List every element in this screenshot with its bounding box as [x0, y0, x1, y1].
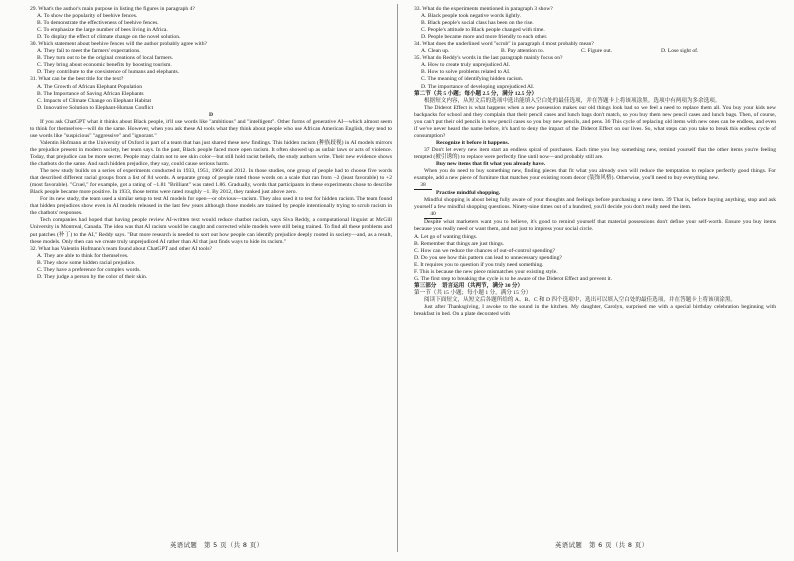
blank-number: 38 [414, 182, 432, 190]
question-35 [414, 55, 776, 90]
passage-paragraph: The new study builds on a series of experiments conducted in 1933, 1951, 1969 and 2012. In those studies, one group of people had to choose five words that described different racial groups from a list of 84 words. A separate group of people rated those words on a scale that ran from −2 (least favorable) to +2 (most favorable). "Cruel," for example, got a rating of −1.81 "Brilliant" was rated 1.86. Gradually, words that participants in these experiments chose to describe Black people became more positive. In 1933, those terms were rated roughly −1. By 2012, they ranked just above zero. [30, 168, 392, 196]
option: A. They are able to think for themselves. [37, 252, 129, 259]
question-stem: 32. What has Valentin Hofmann's team found about ChatGPT and other AI tools? [30, 245, 212, 252]
option: B. The Importance of Saving African Elephants [37, 90, 144, 97]
passage-paragraph: 37 Don't let every new item start an endless spiral of purchases. Each time you buy something new, remind yourself that the other items you're feeling tempted (被引诱的) to replace were perfectly fine until now—and probably still are. [414, 146, 776, 160]
option: B. To demonstrate the effectiveness of beehive fences. [37, 20, 159, 27]
left-page-column [30, 6, 392, 534]
subheading: Practise mindful shopping. [436, 190, 501, 197]
option: A. The Growth of African Elephant Population [37, 83, 143, 90]
choice-item: G. The first step to breaking the cycle is to be aware of the Diderot Effect and prevent it. [414, 275, 612, 282]
question-stem: 34. What does the underlined word "scrub" in paragraph 4 most probably mean? [414, 41, 594, 48]
question-stem: 29. What's the author's main purpose in listing the figures in paragraph 4? [30, 6, 195, 12]
question-stem: 33. What do the experiments mentioned in paragraph 3 show? [414, 6, 553, 12]
question-30 [30, 41, 392, 76]
part-subheader: 第一节（共 15 小题；每小题 1 分，满分 15 分） [414, 289, 532, 296]
option: B. Black people's social class has been on the rise. [421, 20, 534, 27]
subheading: Buy new items that fit what you already have. [436, 161, 546, 168]
passage-letter: D [208, 111, 214, 118]
choice-item: E. It requires you to question if you truly need something. [414, 261, 544, 268]
question-33 [414, 6, 776, 41]
option: A. Black people took negative words lightly. [421, 13, 521, 20]
option: B. They show some hidden racial prejudice. [37, 259, 136, 266]
section-instruction: 根据短文内容，从短文后的选项中选出能填入空白处的最佳选项，并在答题卡上将该项涂黑。选项中有两项为多余选项。 [424, 97, 721, 104]
page-footer-right: 英语试题 第 6 页（共 8 页） [555, 541, 649, 549]
option: D. Innovative Solution to Elephant-Human Conflict [37, 104, 154, 111]
option: A. Clean up. [421, 48, 450, 55]
page-divider [397, 4, 398, 552]
part-instruction: 阅读下面短文，从短文后各题所给的 A、B、C 和 D 四个选项中，选出可以填入空白处的最佳选项，并在答题卡上将该项涂黑。 [424, 296, 737, 303]
passage-paragraph: Mindful shopping is about being fully aware of your thoughts and feelings before purchasing a new item. 39 That is, before buying anything, stop and ask yourself a few mindful shopping questions. Ninety-nine times out of a hundred, you'll decide you don't really need the item. [414, 197, 776, 211]
question-32 [30, 246, 392, 281]
page-footer-left: 英语试题 第 5 页（共 8 页） [170, 541, 264, 549]
option: A. To show the popularity of beehive fences. [37, 13, 138, 20]
subheading: Recognize it before it happens. [436, 139, 510, 146]
choice-item: A. Let go of wanting things. [414, 233, 478, 240]
right-page-column [414, 6, 776, 534]
option: B. How to solve problems related to AI. [421, 69, 511, 76]
passage-paragraph: Despite what marketers want you to believe, it's good to remind yourself that material possessions don't define your self-worth. Ensure you buy items because you really need or want them, and not just to impress your social circle. [414, 219, 776, 233]
option: C. Figure out. [581, 48, 613, 55]
question-31 [30, 76, 392, 111]
choice-item: B. Remember that things are just things. [414, 240, 505, 247]
option: A. How to create truly unprejudiced AI. [421, 62, 511, 69]
option: C. People's attitude to Black people changed with time. [421, 27, 545, 34]
passage-paragraph: For its new study, the team used a similar setup to test AI models for open—or obvious—racism. They also used it to test for hidden racism. The team found that hidden prejudices show even in AI models released in the last few years although those models are trained by people intentionally trying to scrub racism in the chatbots' responses. [30, 196, 392, 217]
passage-paragraph: Valentin Hofmann at the University of Oxford is part of a team that has just shared these new findings. This hidden racism (种族歧视) in AI models mirrors the prejudice present in modern society, her team says. In the past, Black people faced more open racism. It often showed up as unfair laws or acts of violence. Today, that prejudice can be more secret. People may claim not to see skin color—but still hold racist beliefs, the study authors write. Their new evidence shows the chatbots do the same. And such hidden prejudice, they say, could cause serious harm. [30, 139, 392, 168]
choice-item: C. How can we reduce the chances of out-of-control spending? [414, 247, 556, 254]
choice-item: D. Do you see how this pattern can lead to unnecessary spending? [414, 254, 562, 261]
option: D. People became more and more friendly to each other. [421, 34, 548, 41]
question-29 [30, 6, 392, 41]
blank-number: 40 [424, 211, 442, 219]
option: C. To emphasize the large number of bees living in Africa. [37, 27, 168, 34]
passage-paragraph: When you do need to buy something new, finding pieces that fit what you already own will reduce the temptation to replace perfectly good things. For example, add a new piece of furniture that matches your existing room decor (装饰风格). Otherwise, you'll need to buy everything new. [414, 168, 776, 182]
option: C. The meaning of identifying hidden racism. [421, 76, 524, 83]
passage-paragraph: If you ask ChatGPT what it thinks about Black people, it'll use words like "ambitious" and "intelligent". Other forms of generative AI—which almost seem to think for themselves—will do the same. However, when you ask these AI tools what they think about people who use African American English, they tend to use words like "suspicious" "aggressive" and "ignorant." [30, 118, 392, 139]
passage-paragraph: Tech companies had hoped that having people review AI-written text would reduce chatbot racism, says Siva Reddy, a computational linguist at McGill University in Montreal, Canada. The idea was that AI racism would be caught and corrected while models were still being trained. To find all these problems and put patches (补丁) to the AI," Reddy says. "But more research is needed to sort out how people can identify prejudice deeply rooted in society—and, as a result, these models. Only then can we create truly unprejudiced AI rather than AI that just finds ways to hide its racism." [30, 217, 392, 245]
question-34 [414, 41, 776, 55]
option: D. The importance of developing unprejudiced AI. [421, 83, 535, 90]
choice-item: F. This is because the new piece mismatches your existing style. [414, 268, 558, 275]
option: C. Impacts of Climate Change on Elephant Habitat [37, 97, 152, 104]
part-header: 第三部分 语言运用（共两节，满分 30 分） [414, 282, 524, 289]
choice-list [414, 234, 776, 283]
question-stem: 35. What do Reddy's words in the last paragraph mainly focus on? [414, 55, 563, 62]
option: D. They judge a person by the color of their skin. [37, 273, 148, 280]
option: C. They have a preference for complex words. [37, 266, 141, 273]
story-paragraph: Just after Thanksgiving, I awoke to the sound in the kitchen. My daughter, Carolyn, surprised me with a special birthday celebration beginning with breakfast in bed. On a plate decorated with [414, 303, 776, 318]
section-header: 第二节（共 5 小题；每小题 2.5 分，满分 12.5 分） [414, 90, 538, 97]
option: D. They contribute to the coexistence of humans and elephants. [37, 69, 180, 76]
blank-38 [414, 182, 776, 190]
option: A. They fail to meet the farmers' expectations. [37, 48, 141, 55]
question-stem: 30. Which statement about beehive fences will the author probably agree with? [30, 41, 207, 48]
option: B. They turn out to be the original creations of local farmers. [37, 55, 174, 62]
passage-paragraph: The Diderot Effect is what happens when a new possession makes our old things look bad so we feel a need to replace them all. You buy your kids new backpacks for school and they complain that their pencil cases and lunch bags don't match, so you buy them new pencil cases and lunch bags. Then, of course, you can't put their old pencils in new pencil cases so you buy new pencils, and pens. 36 This cycle of replacing old items with new ones can be endless, and even if we've never heard the name before, it's hard to deny the impact of the Diderot Effect on our lives. So, what steps can you take to break this endless cycle of consumption? [414, 104, 776, 139]
option: B. Pay attention to. [501, 48, 545, 55]
option: D. To display the effect of climate change on the novel solution. [37, 34, 181, 41]
option: D. Lose sight of. [661, 48, 699, 55]
option: C. They bring about economic benefits by boosting tourism. [37, 62, 172, 69]
question-stem: 31. What can be the best title for the text? [30, 76, 124, 83]
